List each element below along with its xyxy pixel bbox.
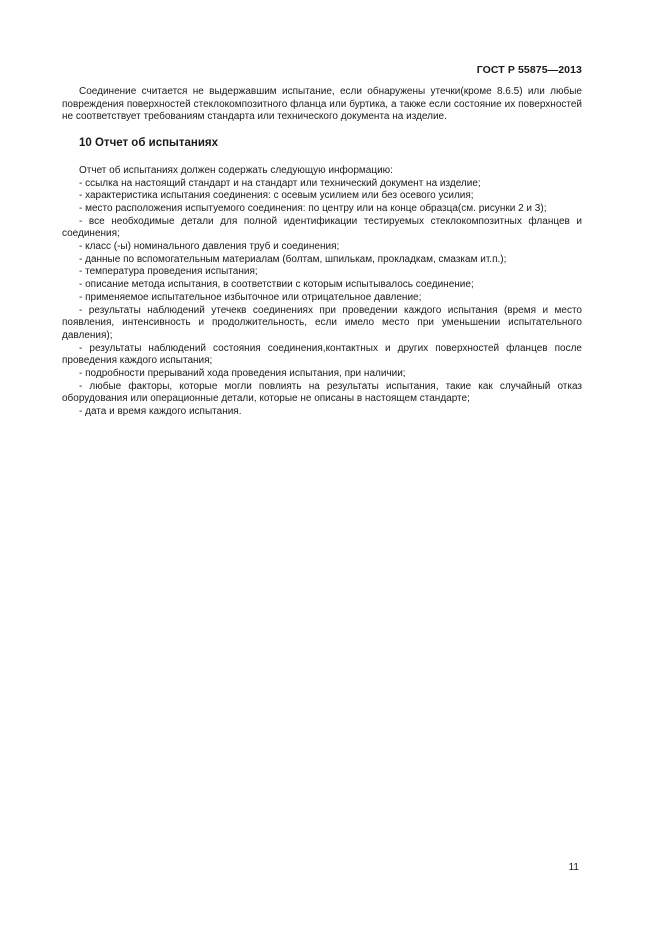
list-item: - ссылка на настоящий стандарт и на стандарт или технический документ на изделие; [79,177,481,189]
list-item: - описание метода испытания, в соответствии с которым испытывалось соединение; [79,279,474,291]
page-number: 11 [568,862,579,873]
list-item: - дата и время каждого испытания. [79,406,242,418]
intro-paragraph: Соединение считается не выдержавшим испытание, если обнаружены утечки(кроме 8.6.5) или любые повреждения поверхностей стеклокомпозитного фланца или буртика, а также если состояние их поверхностей не соответствует требованиям стандарта или технического документа на изделие. [62,86,582,123]
list-item: - температура проведения испытания; [79,266,258,278]
list-item: - применяемое испытательное избыточное или отрицательное давление; [79,291,422,303]
section-heading: 10 Отчет об испытаниях [79,137,219,150]
list-item: - данные по вспомогательным материалам (болтам, шпилькам, прокладкам, смазкам ит.п.); [79,253,507,265]
list-item: - подробности прерываний хода проведения испытания, при наличии; [79,368,406,380]
page-content [62,86,582,419]
list-item: - класс (-ы) номинального давления труб и соединения; [79,241,340,253]
list-item: - место расположения испытуемого соединения: по центру или на конце образца(см. рисунки 2 и 3); [79,202,547,214]
section-lead: Отчет об испытаниях должен содержать следующую информацию: [79,164,393,176]
list-item: - все необходимые детали для полной идентификации тестируемых стеклокомпозитных фланцев и соединения; [62,215,582,240]
standard-code-header: ГОСТ Р 55875—2013 [476,64,582,76]
list-item: - результаты наблюдений состояния соединения,контактных и других поверхностей фланцев после проведения каждого испытания; [62,342,582,367]
list-item: - любые факторы, которые могли повлиять на результаты испытания, такие как случайный отказ оборудования или операционные детали, которые не описаны в настоящем стандарте; [62,380,582,405]
list-item: - характеристика испытания соединения: с осевым усилием или без осевого усилия; [79,190,474,202]
section-body [62,165,582,419]
list-item: - результаты наблюдений утечекв соединениях при проведении каждого испытания (время и место появления, интенсивность и продолжительность, если имело место при уменьшении испытательного давления); [62,304,582,341]
